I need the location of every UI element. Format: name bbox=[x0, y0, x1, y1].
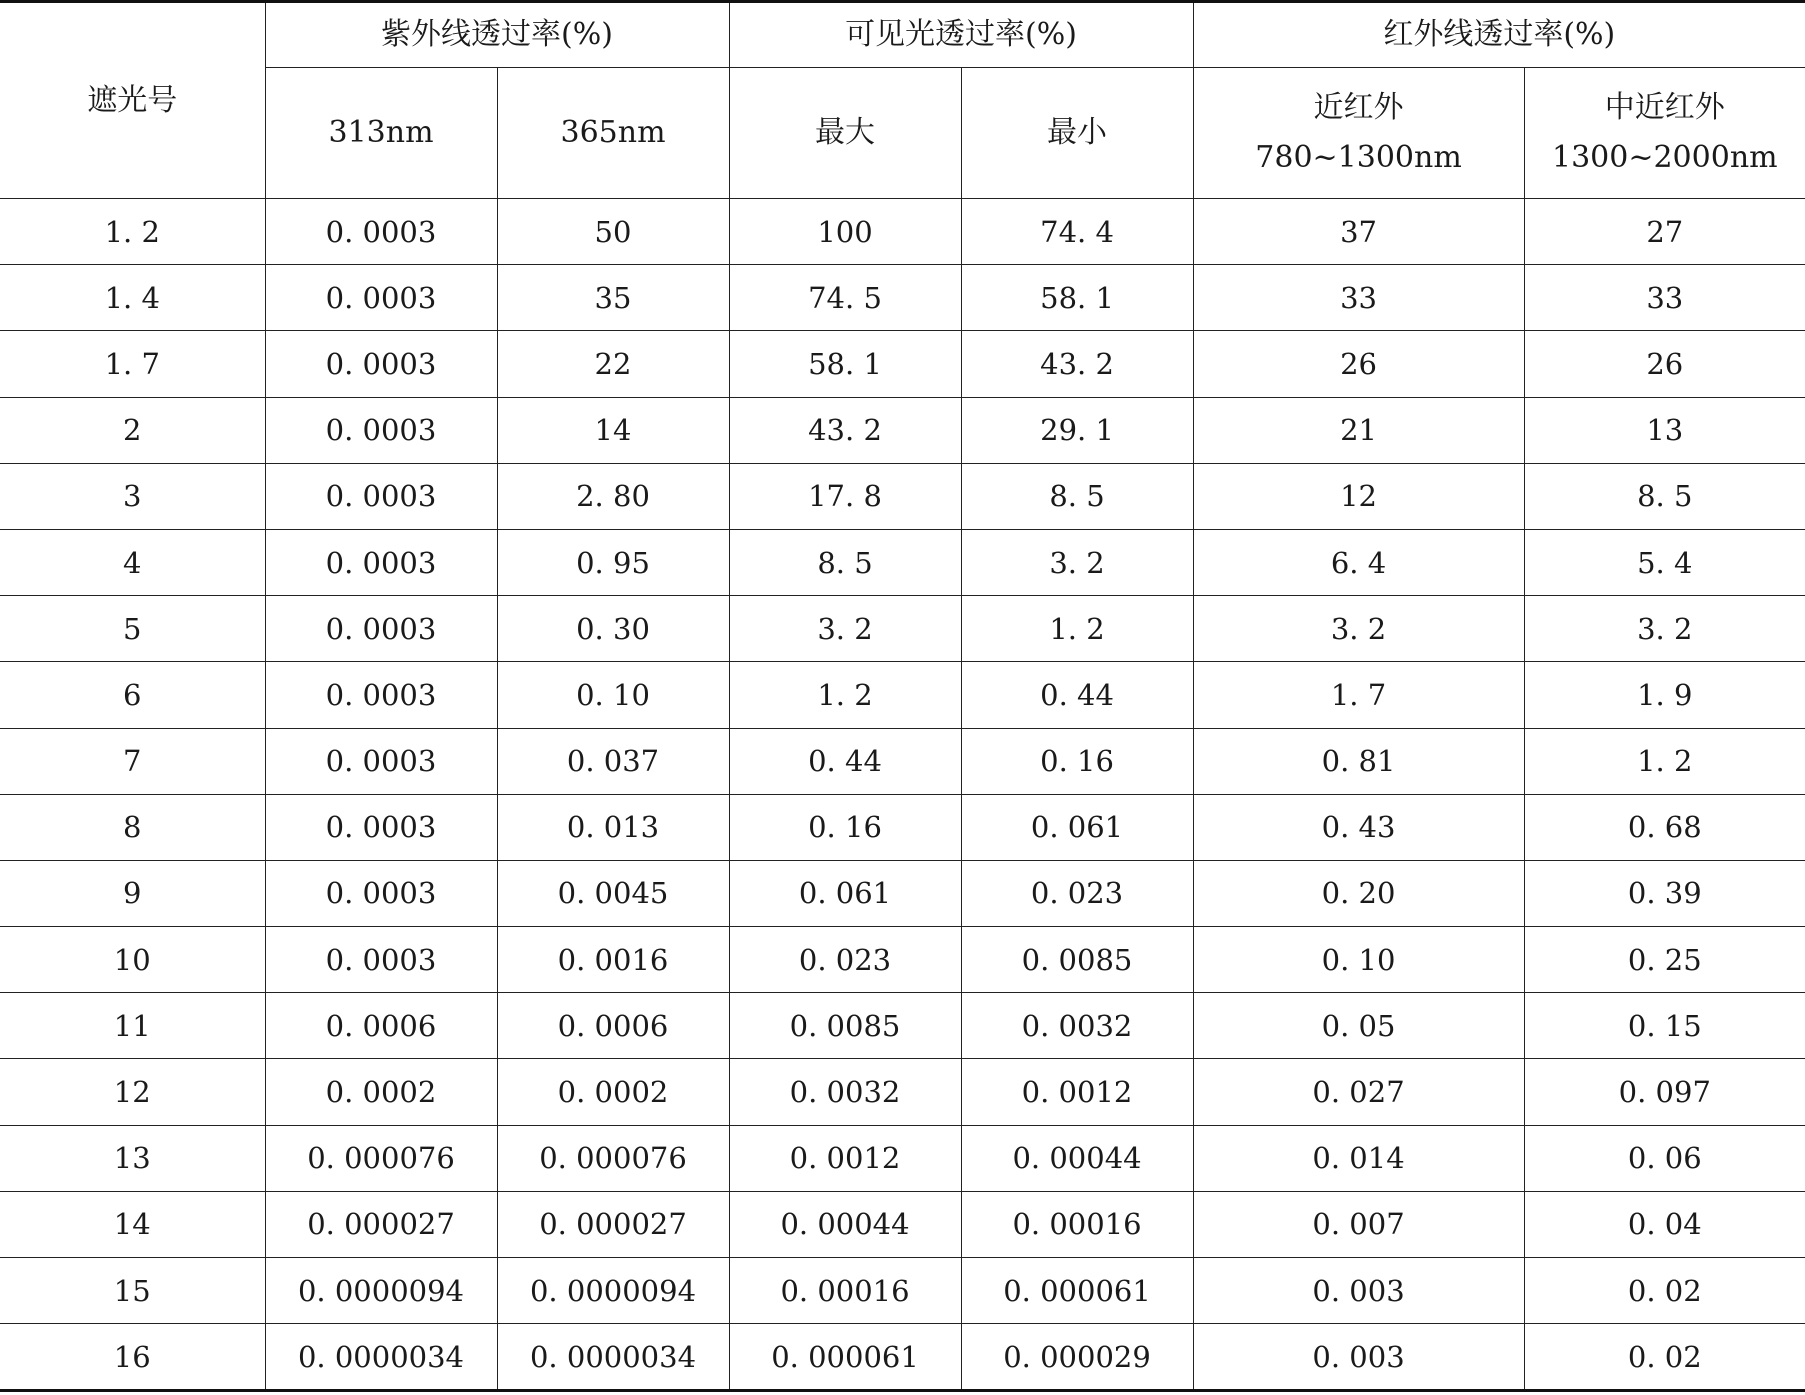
visible-max-cell: 58. 1 bbox=[729, 331, 961, 397]
table-row bbox=[0, 199, 1805, 265]
mid-near-ir-cell: 0. 15 bbox=[1524, 993, 1805, 1059]
group-header-visible: 可见光透过率(%) bbox=[729, 2, 1193, 68]
uv-365nm-cell: 0. 10 bbox=[497, 662, 729, 728]
table-row bbox=[0, 1324, 1805, 1391]
uv-313nm-cell: 0. 0003 bbox=[265, 728, 497, 794]
visible-min-cell: 0. 0032 bbox=[961, 993, 1193, 1059]
header-row-groups bbox=[0, 2, 1805, 68]
near-ir-cell: 0. 10 bbox=[1193, 927, 1524, 993]
table-row bbox=[0, 1258, 1805, 1324]
shade-number-cell: 16 bbox=[0, 1324, 265, 1391]
visible-max-cell: 3. 2 bbox=[729, 596, 961, 662]
uv-313nm-cell: 0. 000076 bbox=[265, 1125, 497, 1191]
table-row bbox=[0, 397, 1805, 463]
subheader-min bbox=[961, 68, 1193, 199]
mid-near-ir-cell: 27 bbox=[1524, 199, 1805, 265]
near-ir-cell: 3. 2 bbox=[1193, 596, 1524, 662]
visible-max-cell: 0. 00016 bbox=[729, 1258, 961, 1324]
table-row bbox=[0, 463, 1805, 529]
uv-313nm-cell: 0. 0000034 bbox=[265, 1324, 497, 1391]
mid-near-ir-cell: 0. 097 bbox=[1524, 1059, 1805, 1125]
visible-max-cell: 74. 5 bbox=[729, 265, 961, 331]
uv-365nm-cell: 0. 0016 bbox=[497, 927, 729, 993]
uv-313nm-cell: 0. 0003 bbox=[265, 463, 497, 529]
visible-min-cell: 3. 2 bbox=[961, 529, 1193, 595]
mid-near-ir-cell: 0. 68 bbox=[1524, 794, 1805, 860]
visible-max-cell: 0. 0085 bbox=[729, 993, 961, 1059]
visible-min-cell: 0. 0085 bbox=[961, 927, 1193, 993]
uv-365nm-cell: 0. 0002 bbox=[497, 1059, 729, 1125]
visible-max-cell: 0. 0032 bbox=[729, 1059, 961, 1125]
near-ir-cell: 12 bbox=[1193, 463, 1524, 529]
uv-365nm-cell: 0. 013 bbox=[497, 794, 729, 860]
visible-min-cell: 0. 00044 bbox=[961, 1125, 1193, 1191]
near-ir-cell: 0. 003 bbox=[1193, 1258, 1524, 1324]
uv-313nm-cell: 0. 0003 bbox=[265, 265, 497, 331]
table-row bbox=[0, 1125, 1805, 1191]
uv-313nm-cell: 0. 0003 bbox=[265, 331, 497, 397]
shade-number-cell: 1. 4 bbox=[0, 265, 265, 331]
uv-313nm-cell: 0. 0003 bbox=[265, 860, 497, 926]
near-ir-cell: 6. 4 bbox=[1193, 529, 1524, 595]
uv-365nm-cell: 0. 0006 bbox=[497, 993, 729, 1059]
mid-near-ir-cell: 13 bbox=[1524, 397, 1805, 463]
uv-365nm-cell: 14 bbox=[497, 397, 729, 463]
table-body bbox=[0, 199, 1805, 1391]
uv-313nm-cell: 0. 0003 bbox=[265, 199, 497, 265]
table-row bbox=[0, 728, 1805, 794]
visible-min-cell: 0. 44 bbox=[961, 662, 1193, 728]
subheader-365nm bbox=[497, 68, 729, 199]
table-row bbox=[0, 993, 1805, 1059]
visible-min-cell: 74. 4 bbox=[961, 199, 1193, 265]
shade-number-cell: 9 bbox=[0, 860, 265, 926]
uv-365nm-cell: 0. 30 bbox=[497, 596, 729, 662]
uv-313nm-cell: 0. 0003 bbox=[265, 596, 497, 662]
near-ir-cell: 0. 014 bbox=[1193, 1125, 1524, 1191]
visible-min-cell: 0. 023 bbox=[961, 860, 1193, 926]
visible-min-cell: 0. 000029 bbox=[961, 1324, 1193, 1391]
table-row bbox=[0, 596, 1805, 662]
visible-max-cell: 100 bbox=[729, 199, 961, 265]
visible-min-cell: 0. 000061 bbox=[961, 1258, 1193, 1324]
shade-number-cell: 4 bbox=[0, 529, 265, 595]
table-row bbox=[0, 265, 1805, 331]
mid-near-ir-cell: 0. 39 bbox=[1524, 860, 1805, 926]
near-ir-cell: 21 bbox=[1193, 397, 1524, 463]
near-ir-cell: 0. 003 bbox=[1193, 1324, 1524, 1391]
group-header-uv: 紫外线透过率(%) bbox=[265, 2, 729, 68]
near-ir-cell: 0. 43 bbox=[1193, 794, 1524, 860]
near-ir-cell: 0. 81 bbox=[1193, 728, 1524, 794]
shade-number-cell: 6 bbox=[0, 662, 265, 728]
mid-near-ir-cell: 26 bbox=[1524, 331, 1805, 397]
shade-number-cell: 10 bbox=[0, 927, 265, 993]
visible-min-cell: 8. 5 bbox=[961, 463, 1193, 529]
mid-near-ir-cell: 0. 06 bbox=[1524, 1125, 1805, 1191]
shade-number-cell: 8 bbox=[0, 794, 265, 860]
visible-min-cell: 29. 1 bbox=[961, 397, 1193, 463]
mid-near-ir-cell: 1. 9 bbox=[1524, 662, 1805, 728]
visible-max-cell: 17. 8 bbox=[729, 463, 961, 529]
visible-min-cell: 0. 16 bbox=[961, 728, 1193, 794]
subheader-line: 近红外 bbox=[1313, 90, 1404, 125]
visible-max-cell: 0. 000061 bbox=[729, 1324, 961, 1391]
group-header-ir: 红外线透过率(%) bbox=[1193, 2, 1805, 68]
visible-max-cell: 0. 00044 bbox=[729, 1191, 961, 1257]
uv-365nm-cell: 0. 037 bbox=[497, 728, 729, 794]
subheader-mid-near-ir bbox=[1524, 68, 1805, 199]
visible-max-cell: 43. 2 bbox=[729, 397, 961, 463]
shade-number-cell: 12 bbox=[0, 1059, 265, 1125]
uv-313nm-cell: 0. 0002 bbox=[265, 1059, 497, 1125]
header-row-subcolumns bbox=[0, 68, 1805, 199]
uv-313nm-cell: 0. 0006 bbox=[265, 993, 497, 1059]
near-ir-cell: 37 bbox=[1193, 199, 1524, 265]
subheader-near-ir bbox=[1193, 68, 1524, 199]
shade-number-cell: 15 bbox=[0, 1258, 265, 1324]
mid-near-ir-cell: 0. 02 bbox=[1524, 1258, 1805, 1324]
visible-min-cell: 43. 2 bbox=[961, 331, 1193, 397]
uv-365nm-cell: 0. 0045 bbox=[497, 860, 729, 926]
visible-min-cell: 0. 0012 bbox=[961, 1059, 1193, 1125]
uv-365nm-cell: 0. 000027 bbox=[497, 1191, 729, 1257]
subheader-range: 1300~2000nm bbox=[1551, 140, 1778, 175]
table-row bbox=[0, 927, 1805, 993]
subheader-line: 最小 bbox=[1047, 115, 1108, 150]
visible-max-cell: 0. 44 bbox=[729, 728, 961, 794]
table-row bbox=[0, 662, 1805, 728]
uv-313nm-cell: 0. 000027 bbox=[265, 1191, 497, 1257]
subheader-line: 最大 bbox=[815, 115, 876, 150]
mid-near-ir-cell: 0. 25 bbox=[1524, 927, 1805, 993]
visible-min-cell: 0. 00016 bbox=[961, 1191, 1193, 1257]
uv-365nm-cell: 0. 0000034 bbox=[497, 1324, 729, 1391]
table-row bbox=[0, 331, 1805, 397]
shade-number-cell: 1. 2 bbox=[0, 199, 265, 265]
mid-near-ir-cell: 33 bbox=[1524, 265, 1805, 331]
subheader-max bbox=[729, 68, 961, 199]
uv-365nm-cell: 0. 95 bbox=[497, 529, 729, 595]
mid-near-ir-cell: 8. 5 bbox=[1524, 463, 1805, 529]
visible-max-cell: 8. 5 bbox=[729, 529, 961, 595]
table-row bbox=[0, 529, 1805, 595]
near-ir-cell: 26 bbox=[1193, 331, 1524, 397]
visible-max-cell: 0. 061 bbox=[729, 860, 961, 926]
shade-number-cell: 7 bbox=[0, 728, 265, 794]
near-ir-cell: 1. 7 bbox=[1193, 662, 1524, 728]
uv-313nm-cell: 0. 0003 bbox=[265, 529, 497, 595]
uv-365nm-cell: 0. 0000094 bbox=[497, 1258, 729, 1324]
subheader-line: 中近红外 bbox=[1604, 90, 1725, 125]
subheader-313nm bbox=[265, 68, 497, 199]
uv-313nm-cell: 0. 0000094 bbox=[265, 1258, 497, 1324]
visible-max-cell: 0. 0012 bbox=[729, 1125, 961, 1191]
table-row bbox=[0, 860, 1805, 926]
uv-313nm-cell: 0. 0003 bbox=[265, 397, 497, 463]
visible-min-cell: 58. 1 bbox=[961, 265, 1193, 331]
near-ir-cell: 0. 027 bbox=[1193, 1059, 1524, 1125]
mid-near-ir-cell: 0. 02 bbox=[1524, 1324, 1805, 1391]
uv-365nm-cell: 50 bbox=[497, 199, 729, 265]
mid-near-ir-cell: 0. 04 bbox=[1524, 1191, 1805, 1257]
subheader-line: 313nm bbox=[328, 115, 434, 150]
uv-365nm-cell: 2. 80 bbox=[497, 463, 729, 529]
uv-313nm-cell: 0. 0003 bbox=[265, 662, 497, 728]
uv-365nm-cell: 22 bbox=[497, 331, 729, 397]
shade-number-cell: 13 bbox=[0, 1125, 265, 1191]
near-ir-cell: 0. 20 bbox=[1193, 860, 1524, 926]
mid-near-ir-cell: 1. 2 bbox=[1524, 728, 1805, 794]
table-header bbox=[0, 2, 1805, 199]
table-row bbox=[0, 1059, 1805, 1125]
visible-min-cell: 1. 2 bbox=[961, 596, 1193, 662]
corner-header: 遮光号 bbox=[0, 2, 265, 199]
mid-near-ir-cell: 3. 2 bbox=[1524, 596, 1805, 662]
shade-number-cell: 14 bbox=[0, 1191, 265, 1257]
uv-365nm-cell: 0. 000076 bbox=[497, 1125, 729, 1191]
mid-near-ir-cell: 5. 4 bbox=[1524, 529, 1805, 595]
visible-max-cell: 1. 2 bbox=[729, 662, 961, 728]
near-ir-cell: 0. 007 bbox=[1193, 1191, 1524, 1257]
shade-number-cell: 1. 7 bbox=[0, 331, 265, 397]
table-row bbox=[0, 1191, 1805, 1257]
shade-number-cell: 5 bbox=[0, 596, 265, 662]
visible-min-cell: 0. 061 bbox=[961, 794, 1193, 860]
visible-max-cell: 0. 16 bbox=[729, 794, 961, 860]
subheader-range: 780~1300nm bbox=[1255, 140, 1462, 175]
table-row bbox=[0, 794, 1805, 860]
near-ir-cell: 33 bbox=[1193, 265, 1524, 331]
shade-number-cell: 3 bbox=[0, 463, 265, 529]
uv-365nm-cell: 35 bbox=[497, 265, 729, 331]
uv-313nm-cell: 0. 0003 bbox=[265, 927, 497, 993]
subheader-line: 365nm bbox=[560, 115, 666, 150]
near-ir-cell: 0. 05 bbox=[1193, 993, 1524, 1059]
uv-313nm-cell: 0. 0003 bbox=[265, 794, 497, 860]
shade-number-cell: 11 bbox=[0, 993, 265, 1059]
visible-max-cell: 0. 023 bbox=[729, 927, 961, 993]
shade-number-cell: 2 bbox=[0, 397, 265, 463]
